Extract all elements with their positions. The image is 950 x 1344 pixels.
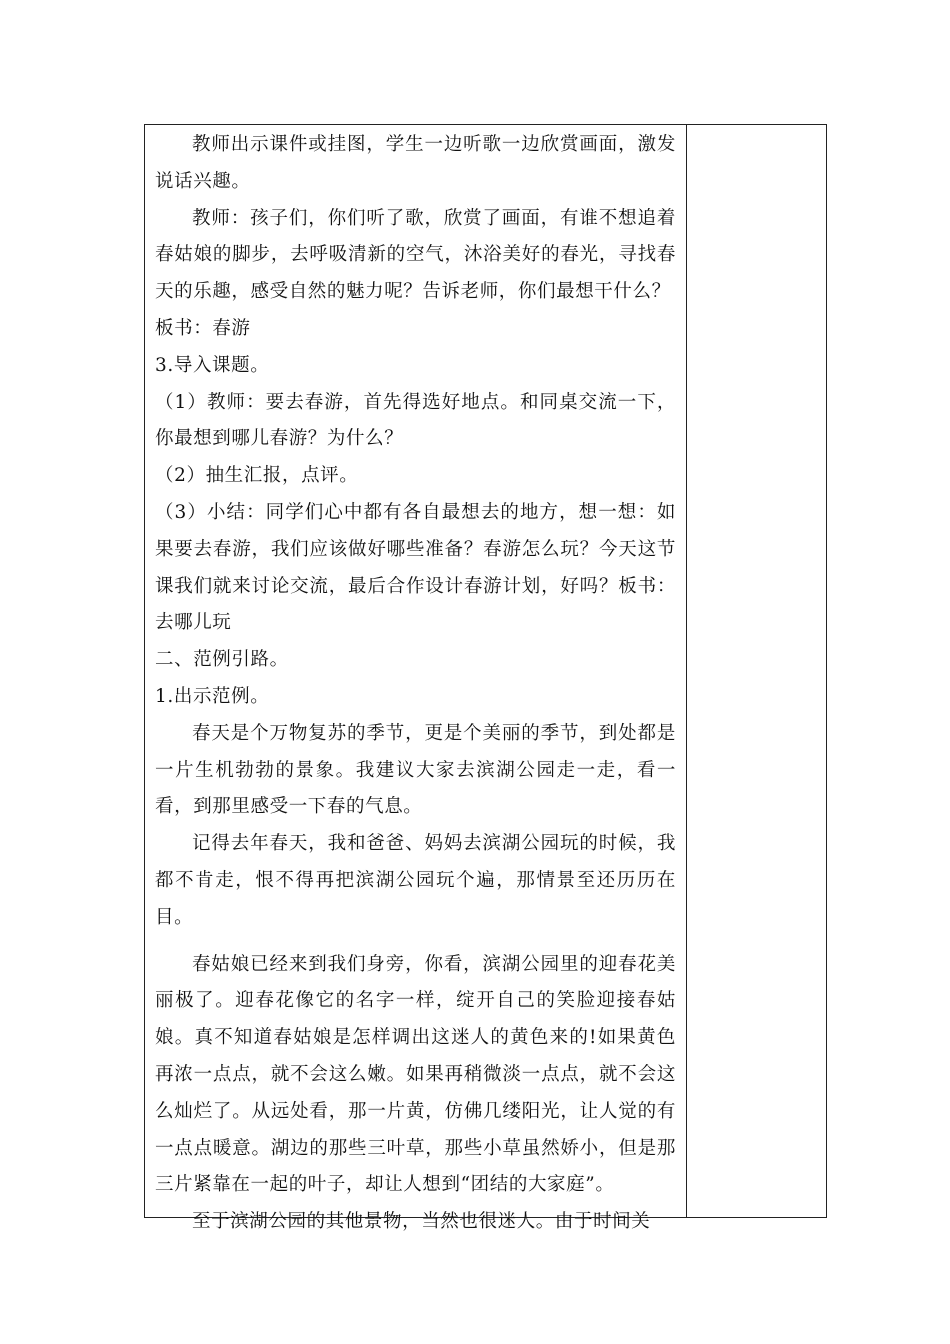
paragraph-step-3: （3）小结：同学们心中都有各自最想去的地方，想一想：如果要去春游，我们应该做好哪些准备？春游怎么玩？今天这节课我们就来讨论交流，最后合作设计春游计划，好吗？板书：去哪儿玩 (155, 501, 676, 634)
paragraph-example-intro: 春天是个万物复苏的季节，更是个美丽的季节，到处都是一片生机勃勃的景象。我建议大家去滨湖公园走一走，看一看，到那里感受一下春的气息。 (155, 722, 676, 818)
paragraph-section-3-heading: 3.导入课题。 (155, 354, 270, 376)
notes-cell (687, 125, 827, 1218)
paragraph-step-2: （2）抽生汇报，点评。 (155, 465, 359, 487)
paragraph-teacher-shows-courseware: 教师出示课件或挂图，学生一边听歌一边欣赏画面，激发说话兴趣。 (155, 134, 676, 192)
paragraph-teacher-question: 教师：孩子们，你们听了歌，欣赏了画面，有谁不想追着春姑娘的脚步，去呼吸清新的空气，沐浴美好的春光，寻找春天的乐趣，感受自然的魅力呢？告诉老师，你们最想干什么？ (155, 207, 676, 303)
paragraph-example-other-scenery: 至于滨湖公园的其他景物，当然也很迷人。由于时间关 (192, 1211, 651, 1233)
paragraph-example-memory: 记得去年春天，我和爸爸、妈妈去滨湖公园玩的时候，我都不肯走，恨不得再把滨湖公园玩个遍，那情景至还历历在目。 (155, 833, 676, 928)
table-row (145, 125, 827, 1218)
paragraph-show-example-heading: 1.出示范例。 (155, 685, 270, 707)
main-content-cell (145, 125, 687, 1233)
lesson-plan-table (144, 124, 827, 1233)
paragraph-section-2-heading: 二、范例引路。 (155, 649, 289, 671)
paragraph-board-note-spring-outing: 板书：春游 (155, 317, 251, 339)
lesson-text-body (145, 125, 686, 1233)
paragraph-example-winter-jasmine: 春姑娘已经来到我们身旁，你看，滨湖公园里的迎春花美丽极了。迎春花像它的名字一样，绽开自己的笑脸迎接春姑娘。真不知道春姑娘是怎样调出这迷人的黄色来的!如果黄色再浓一点点，就不会这么嫩。如果再稍微淡一点点，就不会这么灿烂了。从远处看，那一片黄，仿佛几缕阳光，让人觉的有一点点暖意。湖边的那些三叶草，那些小草虽然娇小，但是那三片紧靠在一起的叶子，却让人想到“团结的大家庭”。 (155, 953, 676, 1196)
paragraph-step-1: （1）教师：要去春游，首先得选好地点。和同桌交流一下，你最想到哪儿春游？为什么？ (155, 391, 676, 450)
